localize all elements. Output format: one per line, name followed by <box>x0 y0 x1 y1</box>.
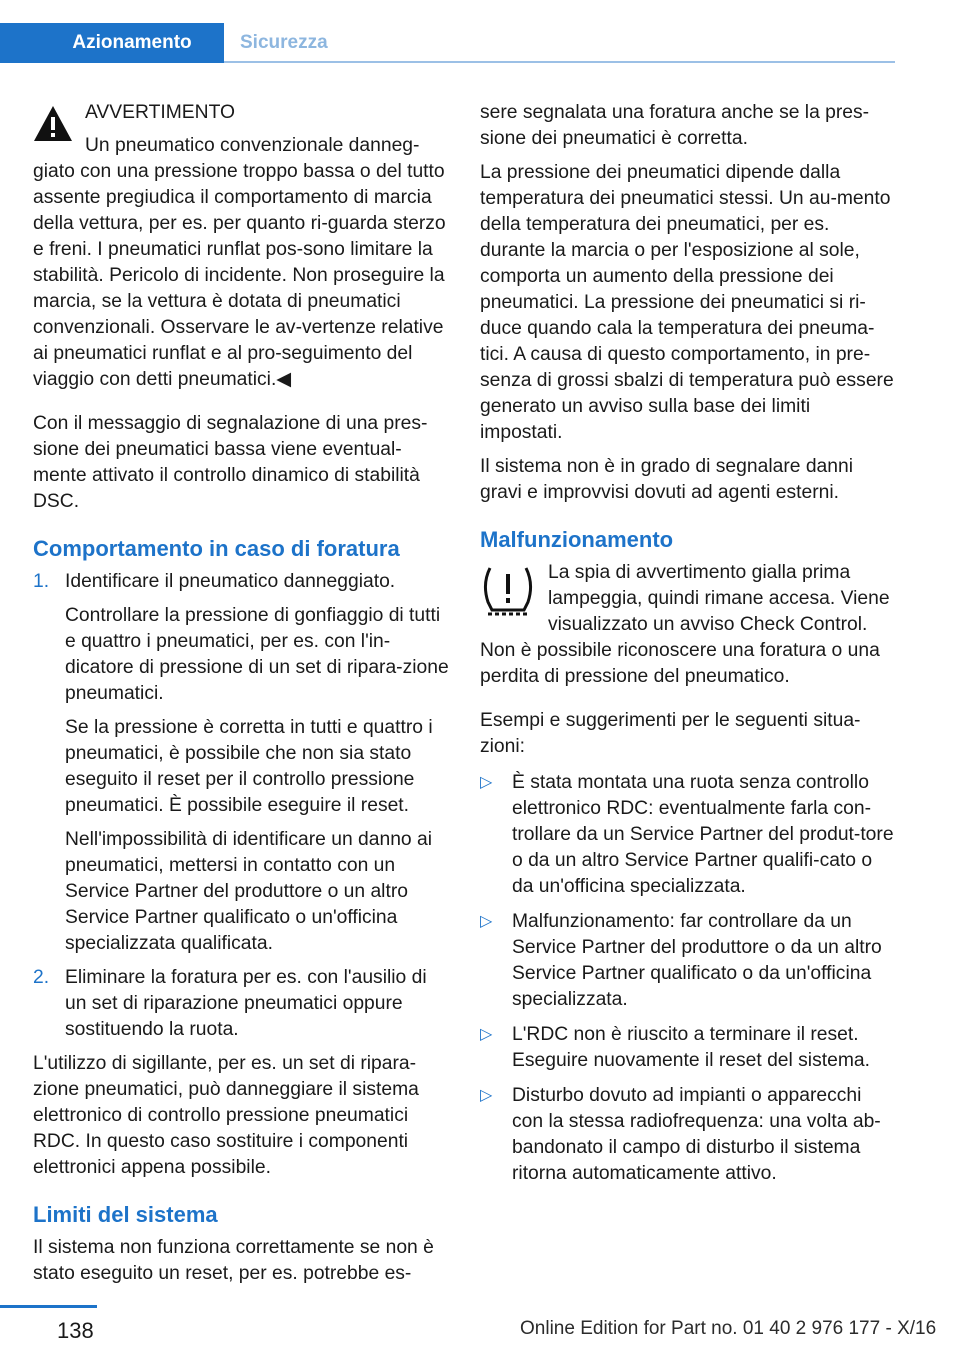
page-number: 138 <box>57 1318 94 1343</box>
edition-note: Online Edition for Part no. 01 40 2 976 177 - X/16 <box>520 1318 937 1339</box>
warning-text-first-line: Un pneumatico convenzionale danneg- <box>85 135 420 156</box>
list-item <box>480 909 896 1013</box>
triangle-right-icon: ▷ <box>480 774 493 791</box>
warning-block <box>33 100 449 393</box>
footer-divider <box>0 1305 97 1308</box>
warning-title: AVVERTIMENTO <box>85 102 235 123</box>
list-item <box>480 770 896 900</box>
step-text: Eliminare la foratura per es. con l'ausilio di un set di riparazione pneumatici oppure sostituendo la ruota. <box>65 967 427 1040</box>
paragraph-sigillante: L'utilizzo di sigillante, per es. un set di ripara-zione pneumatici, può danneggiare il sistema elettronico di controllo pressione pneumatici RDC. In questo caso sostituire i componenti elettronici appena possibile. <box>33 1053 419 1178</box>
paragraph-danni: Il sistema non è in grado di segnalare danni gravi e improvvisi dovuti ad agenti esterni. <box>480 456 854 503</box>
bullet-list <box>480 770 896 1187</box>
malfunction-block <box>480 560 896 638</box>
triangle-right-icon: ▷ <box>480 1026 493 1043</box>
page-header <box>0 0 960 64</box>
step-subparagraph: Se la pressione è corretta in tutti e quattro i pneumatici, è possibile che non sia stato eseguito il reset per il controllo pressione pneumatici. È possibile eseguire il reset. <box>65 717 433 816</box>
left-column <box>33 100 449 1287</box>
paragraph-dsc: Con il messaggio di segnalazione di una pres-sione dei pneumatici bassa viene eventual-mente attivato il controllo dinamico di stabilità DSC. <box>33 413 428 512</box>
step-item <box>33 965 449 1043</box>
step-item <box>33 569 449 957</box>
steps-list <box>33 569 449 1043</box>
header-divider <box>224 61 895 63</box>
paragraph-limiti: Il sistema non funziona correttamente se non è stato eseguito un reset, per es. potrebbe es- <box>33 1237 434 1284</box>
paragraph-continued: sere segnalata una foratura anche se la pres-sione dei pneumatici è corretta. <box>480 102 870 149</box>
heading-malfunzionamento: Malfunzionamento <box>480 527 674 552</box>
step-subparagraph: Nell'impossibilità di identificare un danno ai pneumatici, mettersi in contatto con un Service Partner del produttore o un altro Service Partner qualificato o un'officina specializzata qualificata. <box>65 829 433 954</box>
right-column <box>480 100 896 1196</box>
step-text: Identificare il pneumatico danneggiato. <box>65 571 396 592</box>
list-item-text: L'RDC non è riuscito a terminare il reset. Eseguire nuovamente il reset del sistema. <box>512 1024 870 1071</box>
heading-limiti: Limiti del sistema <box>33 1202 218 1227</box>
list-item <box>480 1022 896 1074</box>
list-item <box>480 1083 896 1187</box>
step-subparagraph: Controllare la pressione di gonfiaggio di tutti e quattro i pneumatici, per es. con l'in-dicatore di pressione di un set di ripara-zione pneumatici. <box>65 605 449 704</box>
warning-text: giato con una pressione troppo bassa o del tutto assente pregiudica il comportamento di marcia della vettura, per es. per quanto ri-guarda sterzo e freni. I pneumatici runflat pos-sono limitare la stabilità. Pericolo di incidente. Non proseguire la marcia, se la vettura è dotata di pneumatici convenzionali. Osservare le av-vertenze relative ai pneumatici runflat e al pro-seguimento del viaggio con detti pneumatici.◀ <box>33 161 446 390</box>
step-number: 1. <box>33 571 50 592</box>
tab-sicurezza[interactable]: Sicurezza <box>240 32 328 53</box>
tire-pressure-warning-icon <box>480 562 536 618</box>
triangle-right-icon: ▷ <box>480 913 493 930</box>
heading-foratura: Comportamento in caso di foratura <box>33 536 400 561</box>
list-item-text: Disturbo dovuto ad impianti o apparecchi con la stessa radiofrequenza: una volta ab-bandonato il campo di disturbo il sistema ritorna automaticamente attivo. <box>512 1085 881 1184</box>
step-number: 2. <box>33 967 50 988</box>
tab-azionamento[interactable]: Azionamento <box>0 23 224 63</box>
paragraph-temperature: La pressione dei pneumatici dipende dalla temperatura dei pneumatici stessi. Un au-mento della temperatura dei pneumatici, per es. durante la marcia o per l'esposizione al sole, comporta un aumento della pressione dei pneumatici. La pressione dei pneumatici si ri-duce quando cala la temperatura dei pneuma-tici. A causa di questo comportamento, in pre-senza di grossi sbalzi di temperatura può essere generato un avviso sulla base dei limiti impostati. <box>480 162 894 443</box>
paragraph-esempi: Esempi e suggerimenti per le seguenti situa-zioni: <box>480 710 861 757</box>
triangle-right-icon: ▷ <box>480 1087 493 1104</box>
malfunction-text: La spia di avvertimento gialla prima lampeggia, quindi rimane accesa. Viene visualizzato un avviso Check Control. <box>548 562 890 635</box>
malfunction-text-rest: Non è possibile riconoscere una foratura o una perdita di pressione del pneumatico. <box>480 640 880 687</box>
list-item-text: È stata montata una ruota senza controllo elettronico RDC: eventualmente farla con-trollare da un Service Partner del produt-tore o da un altro Service Partner qualifi-cato o da un'officina specializzata. <box>512 772 894 897</box>
list-item-text: Malfunzionamento: far controllare da un Service Partner del produttore o da un altro Service Partner qualificato o da un'officina specializzata. <box>512 911 882 1010</box>
warning-triangle-icon <box>33 104 73 144</box>
